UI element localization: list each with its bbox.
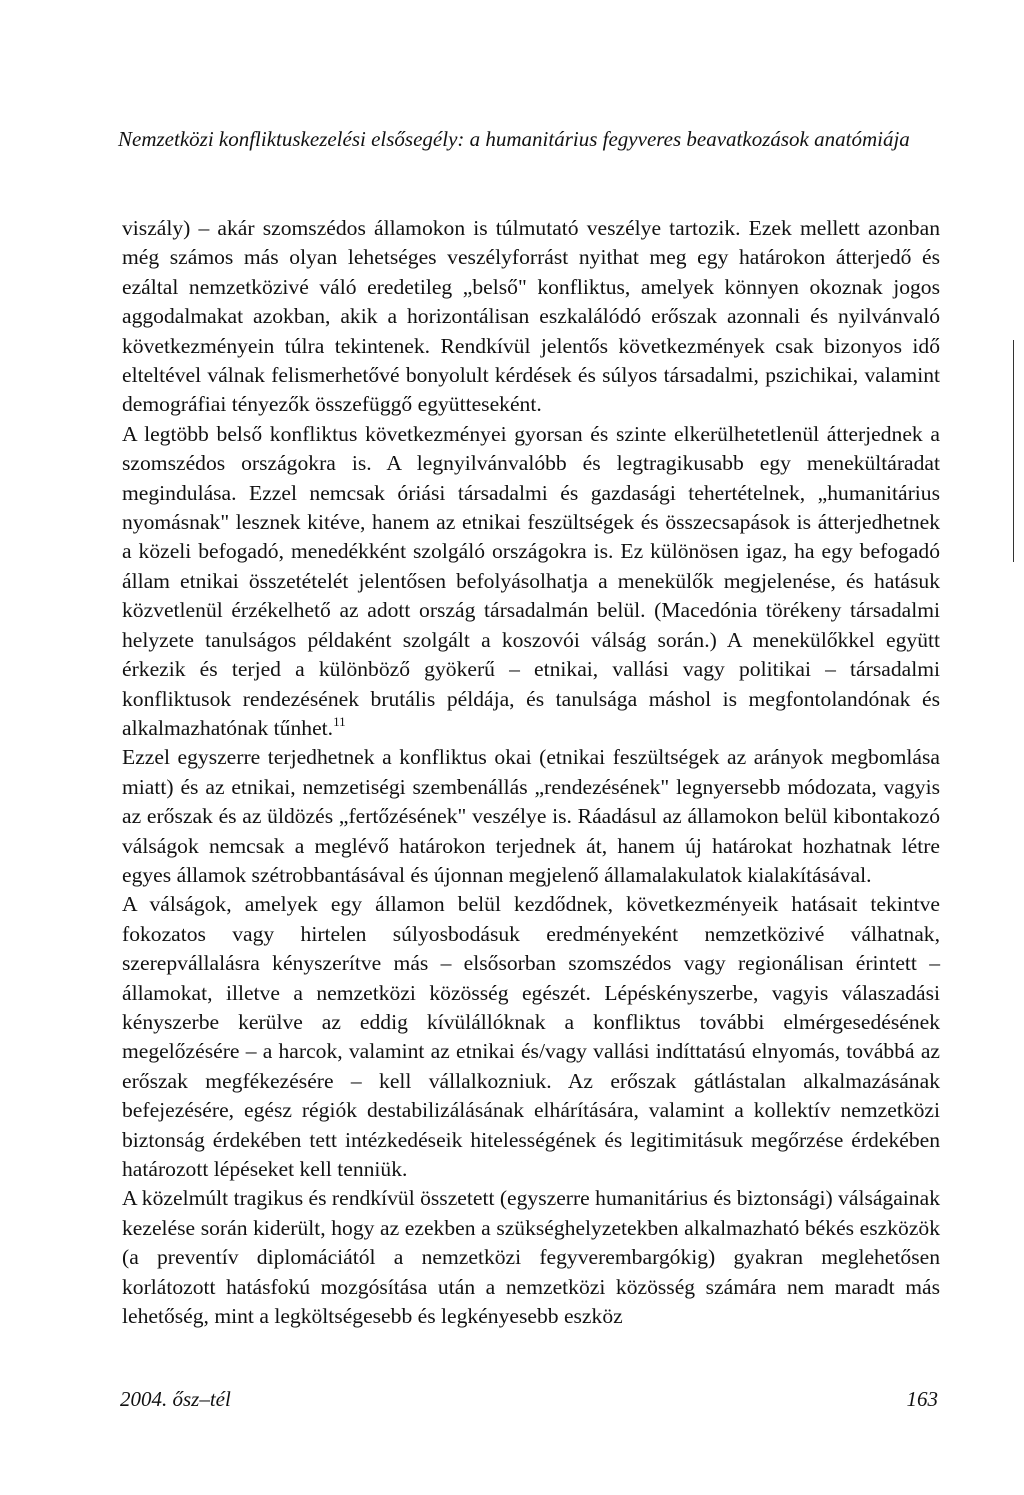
page-number: 163	[906, 1387, 938, 1411]
paragraph-text: A válságok, amelyek egy államon belül kezdődnek, következményeik hatásait tekintve fokozatos vagy hirtelen súlyosbodásuk eredményeként nemzetközivé válhatnak, szerepvállalásra kényszerítve más – elsősorban szomszédos vagy regionálisan érintett – államokat, illetve a nemzetközi közösség egészét. Lépéskényszerbe, vagyis válaszadási kényszerbe kerülve az eddig kívülállóknak a konfliktus további elmérgesedésének megelőzésére – a harcok, valamint az etnikai és/vagy vallási indíttatású elnyomás, továbbá az erőszak megfékezésére – kell vállalkozniuk. Az erőszak gátlástalan alkalmazásának befejezésére, egész régiók destabilizálásának elhárítására, valamint a kollektív nemzetközi biztonság érdekében tett intézkedéseik hitelességének és legitimitásuk megőrzése érdekében határozott lépéseket kell tenniük.	[122, 892, 940, 1181]
paragraph-text: viszály) – akár szomszédos államokon is túlmutató veszélye tartozik. Ezek mellett azonban még számos más olyan lehetséges veszélyforrást nyithat meg egy határokon átterjedő és ezáltal nemzetközivé váló eredetileg „belső" konfliktus, amelyek könnyen okoznak jogos aggodalmakat azokban, akik a horizontálisan eszkalálódó erőszak azonnali és nyilvánvaló következményein túlra tekintenek. Rendkívül jelentős következmények csak bizonyos idő elteltével válnak felismerhetővé bonyolult kérdések és súlyos társadalmi, pszichikai, valamint demográfiai tényezők összefüggő együtteseként.	[122, 216, 940, 417]
running-header: Nemzetközi konfliktuskezelési elsősegély: a humanitárius fegyveres beavatkozások anatómiája	[118, 127, 910, 151]
body-text	[122, 214, 940, 1331]
footnote-marker: 11	[333, 713, 346, 729]
paragraph-text: Ezzel egyszerre terjedhetnek a konfliktus okai (etnikai feszültségek az arányok megbomlása miatt) és az etnikai, nemzetiségi szembenállás „rendezésének" legnyersebb módozata, vagyis az erőszak és az üldözés „fertőzésének" veszélye is. Ráadásul az államokon belül kibontakozó válságok nemcsak a meglévő határokon terjednek át, hanem új határokat hozhatnak létre egyes államok szétrobbantásával és újonnan megjelenő államalakulatok kialakításával.	[122, 745, 940, 887]
paragraph	[122, 1184, 940, 1331]
paragraph	[122, 420, 940, 743]
paragraph-continued	[122, 214, 940, 420]
paragraph-text: A közelmúlt tragikus és rendkívül összetett (egyszerre humanitárius és biztonsági) válságainak kezelése során kiderült, hogy az ezekben a szükséghelyzetekben alkalmazható békés eszközök (a preventív diplomáciától a nemzetközi fegyverembargókig) gyakran meglehetősen korlátozott hatásfokú mozgósítása után a nemzetközi közösség számára nem maradt más lehetőség, mint a legköltségesebb és legkényesebb eszköz	[122, 1186, 940, 1329]
paragraph-text: A legtöbb belső konfliktus következményei gyorsan és szinte elkerülhetetlenül átterjednek a szomszédos országokra is. A legnyilvánvalóbb és legtragikusabb egy menekültáradat megindulása. Ezzel nemcsak óriási társadalmi és gazdasági tehertételnek, „humanitárius nyomásnak" lesznek kitéve, hanem az etnikai feszültségek és összecsapások is átterjedhetnek a közeli befogadó, menedékként szolgáló országokra is. Ez különösen igaz, ha egy befogadó állam etnikai összetételét jelentősen befolyásolhatja a menekülők megjelenése, és hatásuk közvetlenül érzékelhető az adott ország társadalmán belül. (Macedónia törékeny társadalmi helyzete tanulságos példaként szolgált a koszovói válság során.) A menekülőkkel együtt érkezik és terjed a különböző gyökerű – etnikai, vallási vagy politikai – társadalmi konfliktusok rendezésének brutális példája, és tanulsága máshol is megfontolandónak és alkalmazhatónak tűnhet.	[122, 421, 940, 740]
footer-issue: 2004. ősz–tél	[120, 1387, 231, 1411]
margin-rule	[1013, 340, 1014, 562]
paragraph	[122, 743, 940, 890]
paragraph	[122, 890, 940, 1184]
